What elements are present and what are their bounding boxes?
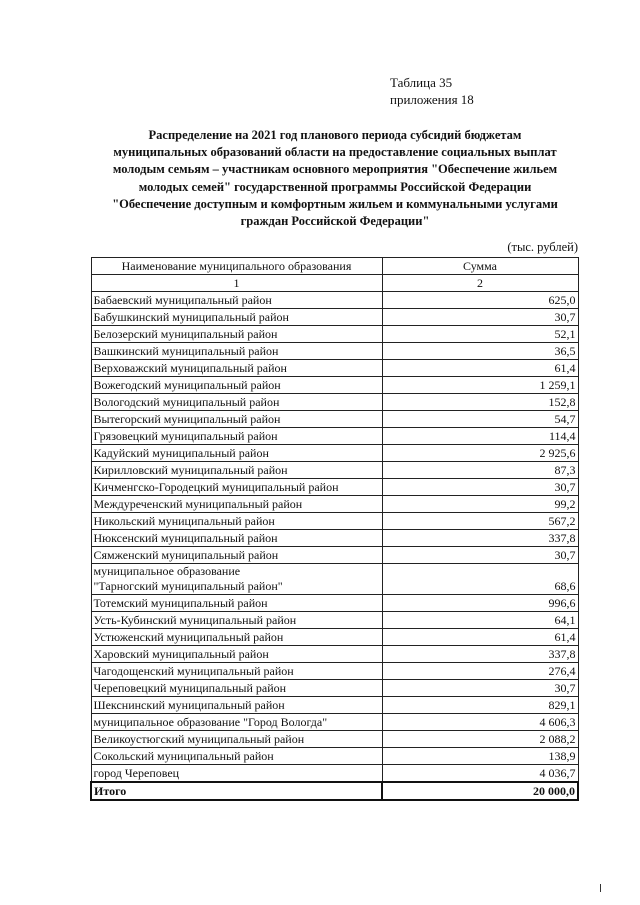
subsidy-amount: 4 036,7 xyxy=(382,765,578,783)
subsidy-amount: 4 606,3 xyxy=(382,714,578,731)
subsidy-amount: 996,6 xyxy=(382,595,578,612)
table-row xyxy=(91,428,578,445)
subsidy-amount: 829,1 xyxy=(382,697,578,714)
municipality-name: Верховажский муниципальный район xyxy=(91,360,382,377)
table-row xyxy=(91,377,578,394)
table-body xyxy=(91,292,578,783)
table-row xyxy=(91,612,578,629)
appendix-number: приложения 18 xyxy=(390,92,474,107)
subsidy-amount: 625,0 xyxy=(382,292,578,309)
table-row xyxy=(91,595,578,612)
municipality-name: Бабаевский муниципальный район xyxy=(91,292,382,309)
municipality-name: Кирилловский муниципальный район xyxy=(91,462,382,479)
document-title xyxy=(90,127,580,230)
subsidy-amount: 30,7 xyxy=(382,479,578,496)
total-row xyxy=(91,782,578,800)
table-row xyxy=(91,394,578,411)
total-label: Итого xyxy=(91,782,382,800)
subsidy-amount: 337,8 xyxy=(382,646,578,663)
table-row xyxy=(91,496,578,513)
scan-mark xyxy=(600,884,601,892)
table-row xyxy=(91,462,578,479)
subsidy-amount: 61,4 xyxy=(382,360,578,377)
municipality-name-line: муниципальное образование xyxy=(93,564,241,578)
municipality-name: Белозерский муниципальный район xyxy=(91,326,382,343)
subsidy-amount: 30,7 xyxy=(382,547,578,564)
municipality-name: Сокольский муниципальный район xyxy=(91,748,382,765)
municipality-name xyxy=(91,564,382,595)
subsidy-amount: 2 925,6 xyxy=(382,445,578,462)
table-row xyxy=(91,714,578,731)
table-row xyxy=(91,680,578,697)
table-row xyxy=(91,564,578,595)
title-line: Распределение на 2021 год планового периода субсидий бюджетам xyxy=(148,128,522,142)
table-row xyxy=(91,731,578,748)
table-row xyxy=(91,547,578,564)
table-row xyxy=(91,629,578,646)
units-label: (тыс. рублей) xyxy=(507,240,578,254)
subsidy-amount: 52,1 xyxy=(382,326,578,343)
table-row xyxy=(91,445,578,462)
subsidy-amount: 87,3 xyxy=(382,462,578,479)
table-header-row xyxy=(91,258,578,275)
subsidy-amount: 99,2 xyxy=(382,496,578,513)
table-row xyxy=(91,343,578,360)
subsidy-table xyxy=(90,257,579,801)
subsidy-amount: 152,8 xyxy=(382,394,578,411)
municipality-name: Нюксенский муниципальный район xyxy=(91,530,382,547)
subsidy-amount: 567,2 xyxy=(382,513,578,530)
table-row xyxy=(91,326,578,343)
municipality-name: Вытегорский муниципальный район xyxy=(91,411,382,428)
table-row xyxy=(91,663,578,680)
subsidy-amount: 276,4 xyxy=(382,663,578,680)
subsidy-amount: 30,7 xyxy=(382,680,578,697)
municipality-name: Устюженский муниципальный район xyxy=(91,629,382,646)
subsidy-amount: 337,8 xyxy=(382,530,578,547)
table-row xyxy=(91,513,578,530)
subsidy-amount: 64,1 xyxy=(382,612,578,629)
title-line: муниципальных образований области на предоставление социальных выплат xyxy=(113,145,557,160)
column-header-sum: Сумма xyxy=(382,258,578,275)
municipality-name: Шекснинский муниципальный район xyxy=(91,697,382,714)
subsidy-amount: 36,5 xyxy=(382,343,578,360)
municipality-name: Усть-Кубинский муниципальный район xyxy=(91,612,382,629)
municipality-name: Вашкинский муниципальный район xyxy=(91,343,382,360)
municipality-name: Великоустюгский муниципальный район xyxy=(91,731,382,748)
municipality-name: Бабушкинский муниципальный район xyxy=(91,309,382,326)
subsidy-amount: 61,4 xyxy=(382,629,578,646)
subsidy-amount: 1 259,1 xyxy=(382,377,578,394)
table-row xyxy=(91,530,578,547)
table-number: Таблица 35 xyxy=(390,75,453,90)
subsidy-amount: 30,7 xyxy=(382,309,578,326)
municipality-name: Вологодский муниципальный район xyxy=(91,394,382,411)
table-row xyxy=(91,765,578,783)
subsidy-amount: 2 088,2 xyxy=(382,731,578,748)
subsidy-amount: 138,9 xyxy=(382,748,578,765)
municipality-name: муниципальное образование "Город Вологда" xyxy=(91,714,382,731)
title-line: молодым семьям – участникам основного мероприятия "Обеспечение жильем xyxy=(112,162,558,177)
table-row xyxy=(91,646,578,663)
municipality-name: Тотемский муниципальный район xyxy=(91,595,382,612)
column-number: 1 xyxy=(91,275,382,292)
municipality-name: Междуреченский муниципальный район xyxy=(91,496,382,513)
subsidy-amount: 54,7 xyxy=(382,411,578,428)
municipality-name: Череповецкий муниципальный район xyxy=(91,680,382,697)
table-row xyxy=(91,411,578,428)
municipality-name: Грязовецкий муниципальный район xyxy=(91,428,382,445)
table-row xyxy=(91,697,578,714)
municipality-name: Никольский муниципальный район xyxy=(91,513,382,530)
column-header-name: Наименование муниципального образования xyxy=(91,258,382,275)
title-line: "Обеспечение доступным и комфортным жильем и коммунальными услугами xyxy=(112,196,558,211)
table-row xyxy=(91,292,578,309)
municipality-name: Сямженский муниципальный район xyxy=(91,547,382,564)
table-row xyxy=(91,479,578,496)
municipality-name: Кичменгско-Городецкий муниципальный район xyxy=(91,479,382,496)
municipality-name-line: "Тарногский муниципальный район" xyxy=(93,579,283,593)
title-line: молодых семей" государственной программы Российской Федерации xyxy=(138,179,532,194)
municipality-name: Вожегодский муниципальный район xyxy=(91,377,382,394)
column-number-row xyxy=(91,275,578,292)
subsidy-amount: 68,6 xyxy=(382,564,578,595)
table-row xyxy=(91,309,578,326)
municipality-name: Харовский муниципальный район xyxy=(91,646,382,663)
subsidy-amount: 114,4 xyxy=(382,428,578,445)
total-sum: 20 000,0 xyxy=(382,782,578,800)
table-row xyxy=(91,360,578,377)
column-number: 2 xyxy=(382,275,578,292)
municipality-name: город Череповец xyxy=(91,765,382,783)
table-row xyxy=(91,748,578,765)
table-reference xyxy=(390,74,474,108)
municipality-name: Чагодощенский муниципальный район xyxy=(91,663,382,680)
title-line: граждан Российской Федерации" xyxy=(240,214,430,229)
municipality-name: Кадуйский муниципальный район xyxy=(91,445,382,462)
